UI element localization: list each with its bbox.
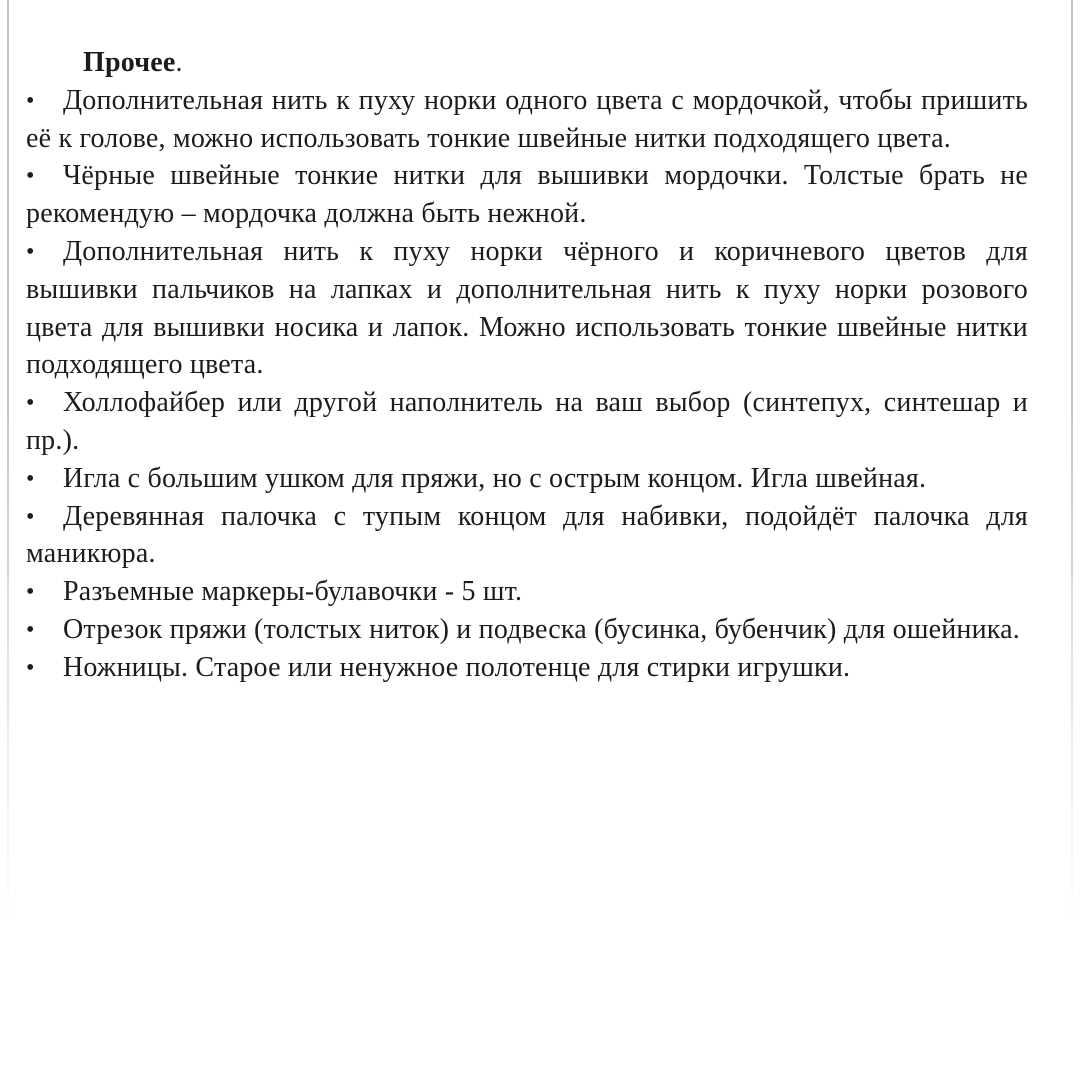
- page-edge-line-right: [1071, 0, 1073, 1015]
- page-edge-line-left: [7, 0, 9, 1015]
- list-item-text: Холлофайбер или другой наполнитель на ваш выбор (синтепух, синтешар и пр.).: [26, 387, 1028, 456]
- list-item-text: Отрезок пряжи (толстых ниток) и подвеска (бусинка, бубенчик) для ошейника.: [63, 613, 1020, 645]
- list-item-text: Чёрные швейные тонкие нитки для вышивки мордочки. Толстые брать не рекомендую – мордочка должна быть нежной.: [26, 160, 1028, 230]
- section-heading-text: Прочее: [83, 47, 176, 78]
- section-heading-period: .: [175, 47, 183, 78]
- list-item: • Дополнительная нить к пуху норки чёрного и коричневого цветов для вышивки пальчиков на лапках и дополнительная нить к пуху норки розового цвета для вышивки носика и лапок. Можно использовать тонкие швейные нитки подходящего цвета.: [26, 235, 1028, 381]
- list-item: • Разъемные маркеры-булавочки - 5 шт.: [26, 576, 523, 608]
- section-heading: [83, 44, 1028, 82]
- list-item-text: Деревянная палочка с тупым концом для набивки, подойдёт палочка для маникюра.: [26, 500, 1028, 570]
- list-item-text: Игла с большим ушком для пряжи, но с острым концом. Игла швейная.: [63, 462, 927, 494]
- list-item-text: Дополнительная нить к пуху норки чёрного и коричневого цветов для вышивки пальчиков на лапках и дополнительная нить к пуху норки розового цвета для вышивки носика и лапок. Можно использовать тонкие швейные нитки подходящего цвета.: [26, 235, 1028, 381]
- list-item: • Чёрные швейные тонкие нитки для вышивки мордочки. Толстые брать не рекомендую – мордочка должна быть нежной.: [26, 160, 1028, 230]
- list-item: • Отрезок пряжи (толстых ниток) и подвеска (бусинка, бубенчик) для ошейника.: [26, 613, 1020, 645]
- materials-list: [26, 82, 1028, 687]
- list-item-text: Разъемные маркеры-булавочки - 5 шт.: [63, 576, 523, 608]
- list-item-text: Дополнительная нить к пуху норки одного цвета с мордочкой, чтобы пришить её к голове, можно использовать тонкие швейные нитки подходящего цвета.: [26, 84, 1028, 154]
- list-item: • Холлофайбер или другой наполнитель на ваш выбор (синтепух, синтешар и пр.).: [26, 387, 1028, 456]
- document-content: [26, 44, 1028, 687]
- list-item: • Ножницы. Старое или ненужное полотенце для стирки игрушки.: [26, 651, 851, 683]
- list-item-text: Ножницы. Старое или ненужное полотенце для стирки игрушки.: [63, 651, 851, 683]
- list-item: • Деревянная палочка с тупым концом для набивки, подойдёт палочка для маникюра.: [26, 500, 1028, 570]
- list-item: • Дополнительная нить к пуху норки одного цвета с мордочкой, чтобы пришить её к голове, можно использовать тонкие швейные нитки подходящего цвета.: [26, 84, 1028, 154]
- list-item: • Игла с большим ушком для пряжи, но с острым концом. Игла швейная.: [26, 462, 927, 494]
